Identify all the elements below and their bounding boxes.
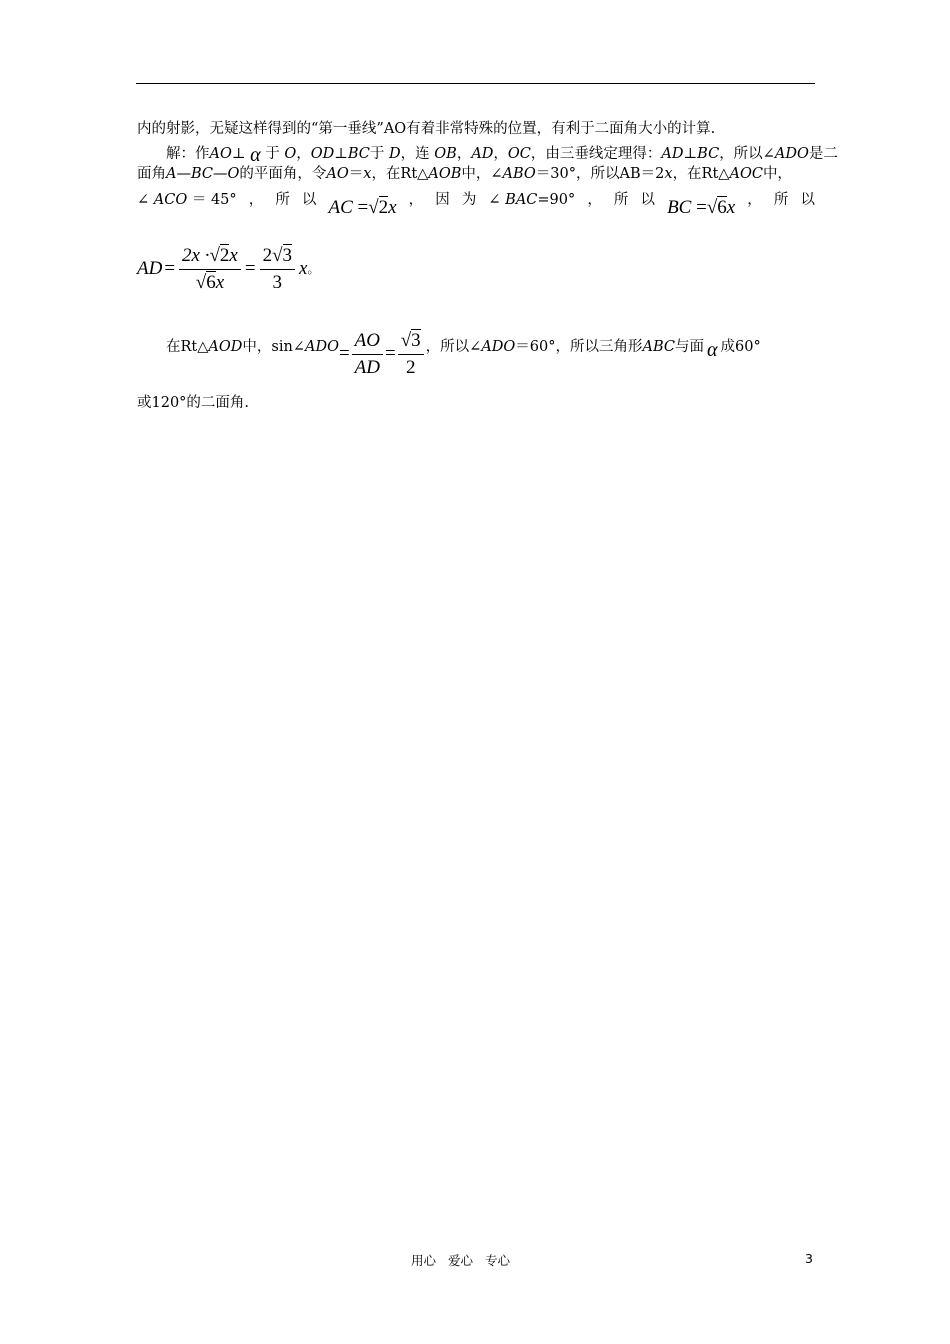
- radicand: 2: [378, 197, 389, 219]
- math-var: AC: [328, 197, 353, 219]
- var: AD: [471, 145, 494, 162]
- text: 所: [613, 192, 629, 209]
- text: ⊥: [683, 145, 698, 162]
- var: ADO: [774, 145, 809, 162]
- text: =90°: [537, 192, 576, 209]
- sqrt: [196, 271, 216, 293]
- var: A—BC—O: [166, 166, 240, 182]
- math-var: AD: [137, 258, 163, 280]
- text: ，: [747, 192, 762, 209]
- document-body: [137, 118, 838, 414]
- radical-sign: √: [400, 330, 412, 351]
- var: AOD: [208, 339, 243, 356]
- text: 中，: [762, 166, 792, 182]
- text: 解：作: [166, 145, 210, 162]
- paragraph-intro: [137, 118, 815, 141]
- var: AD: [661, 145, 684, 162]
- math-op: =: [338, 343, 350, 365]
- var: ADO: [481, 339, 516, 356]
- denominator: [193, 270, 227, 295]
- text: ，在Rt△: [371, 166, 429, 182]
- var: AOC: [729, 166, 763, 182]
- math-var: x: [299, 258, 308, 280]
- text: ＝30°，所以AB＝2: [535, 166, 665, 182]
- radical-sign: √: [706, 197, 718, 219]
- text: ⊥: [231, 145, 246, 162]
- numerator: [260, 244, 295, 270]
- angle-bac: [488, 189, 575, 212]
- var: x: [363, 166, 372, 182]
- numerator: [179, 244, 241, 270]
- solution-line-3: [137, 184, 815, 218]
- fraction-sqrt3-2: [398, 329, 424, 380]
- sqrt: [368, 196, 388, 218]
- fraction-1: [179, 244, 241, 295]
- text: 面角: [137, 166, 166, 182]
- radicand: 6: [717, 197, 727, 219]
- text: ，在Rt△: [672, 166, 730, 182]
- var: OC: [507, 145, 531, 162]
- text: ，: [493, 145, 508, 162]
- radicand: 2: [219, 245, 230, 266]
- text: ，连: [400, 145, 430, 162]
- math-var: x: [215, 272, 225, 293]
- text: 中，sin∠: [242, 339, 305, 356]
- text: 或120°的二面角.: [137, 394, 250, 411]
- radicand: 6: [206, 272, 216, 293]
- math-var: x: [229, 245, 238, 266]
- footer-slogan: 用心 爱心 专心: [411, 1253, 510, 1268]
- equation-ad: [137, 244, 307, 295]
- radical-sign: √: [209, 245, 220, 266]
- sqrt: [272, 244, 292, 266]
- math-op: =: [357, 197, 369, 219]
- math-term: 2x ·: [182, 245, 210, 266]
- math-var: x: [388, 197, 397, 219]
- text: 以: [800, 192, 815, 209]
- text: ＝ 45°: [191, 192, 237, 209]
- denominator: 3: [272, 272, 283, 293]
- denominator: AD: [354, 357, 380, 378]
- fraction-ao-ad: [352, 329, 383, 380]
- math-op: =: [244, 258, 256, 280]
- text: 在Rt△: [166, 339, 209, 356]
- fraction-2: [260, 244, 295, 295]
- solution-line-2: [137, 163, 815, 186]
- radical-sign: √: [195, 272, 207, 293]
- text: 以: [301, 192, 317, 209]
- numerator: AO: [352, 329, 383, 355]
- text: ，: [248, 192, 264, 209]
- radicand: 3: [411, 330, 421, 351]
- text: 与面: [675, 339, 704, 356]
- text: ，: [456, 145, 472, 162]
- text: 中，∠: [461, 166, 503, 182]
- math-op: =: [385, 343, 396, 365]
- text: ＝60°，所以三角形: [515, 339, 643, 356]
- text: ∠: [137, 192, 150, 209]
- alpha-symbol: α: [250, 143, 261, 166]
- var: ADO: [304, 339, 339, 356]
- math-op: =: [164, 258, 176, 280]
- header-rule: [136, 83, 815, 84]
- equation-sin: [339, 329, 426, 380]
- math-var: x: [726, 197, 736, 219]
- var: BAC: [505, 192, 538, 209]
- text: 以: [640, 192, 655, 209]
- var: ABC: [642, 339, 675, 356]
- text: 所: [275, 192, 290, 209]
- period: 。: [307, 262, 320, 277]
- paragraph-text: 内的射影，无疑这样得到的“第一垂线”AO有着非常特殊的位置，有利于二面角大小的计算.: [137, 121, 716, 137]
- math-op: =: [696, 197, 707, 219]
- text: ，: [587, 192, 602, 209]
- solution-line-1: [137, 141, 838, 166]
- text: ＝: [348, 166, 364, 182]
- text: 于: [369, 145, 385, 162]
- var: AOB: [428, 166, 462, 182]
- text: 因: [435, 192, 450, 209]
- text: 为: [461, 192, 477, 209]
- var: ACO: [153, 192, 188, 209]
- var: OD: [310, 145, 335, 162]
- text: 的平面角，令: [239, 166, 327, 182]
- var: AO: [326, 166, 349, 182]
- equation-ad-block: [137, 240, 815, 300]
- text: ，由三垂线定理得：: [530, 145, 662, 162]
- var: D: [389, 145, 401, 162]
- math-var: BC: [667, 197, 692, 219]
- paragraph-sin: [137, 318, 815, 378]
- paragraph-sin-continued: [137, 392, 815, 415]
- text: ，: [408, 192, 424, 209]
- equation-ac: [328, 197, 396, 220]
- angle-aco: [137, 189, 237, 212]
- text: ，: [296, 145, 311, 162]
- radicand: 3: [282, 245, 293, 266]
- alpha-symbol: α: [707, 339, 718, 362]
- var: O: [284, 145, 297, 162]
- sqrt: [707, 196, 727, 218]
- text: 成60°: [720, 339, 761, 356]
- var: BC: [347, 145, 370, 162]
- text: 于: [265, 145, 280, 162]
- text: ∠: [488, 192, 501, 209]
- page-number: 3: [805, 1251, 813, 1266]
- radical-sign: √: [272, 245, 283, 266]
- sqrt: [401, 329, 421, 351]
- var: ABO: [502, 166, 536, 182]
- text: 所: [773, 192, 789, 209]
- sqrt: [209, 244, 229, 266]
- math-term: 2: [262, 245, 273, 266]
- radical-sign: √: [368, 197, 379, 219]
- var: BC: [697, 145, 720, 162]
- denominator: 2: [405, 357, 416, 378]
- equation-bc: [667, 197, 735, 220]
- text: ，所以∠: [719, 145, 775, 162]
- text: 是二: [808, 145, 838, 162]
- var: OB: [434, 145, 457, 162]
- numerator: [398, 329, 424, 355]
- var: AO: [209, 145, 232, 162]
- text: ⊥: [334, 145, 348, 162]
- var: x: [664, 166, 673, 182]
- text: ，所以∠: [425, 339, 482, 356]
